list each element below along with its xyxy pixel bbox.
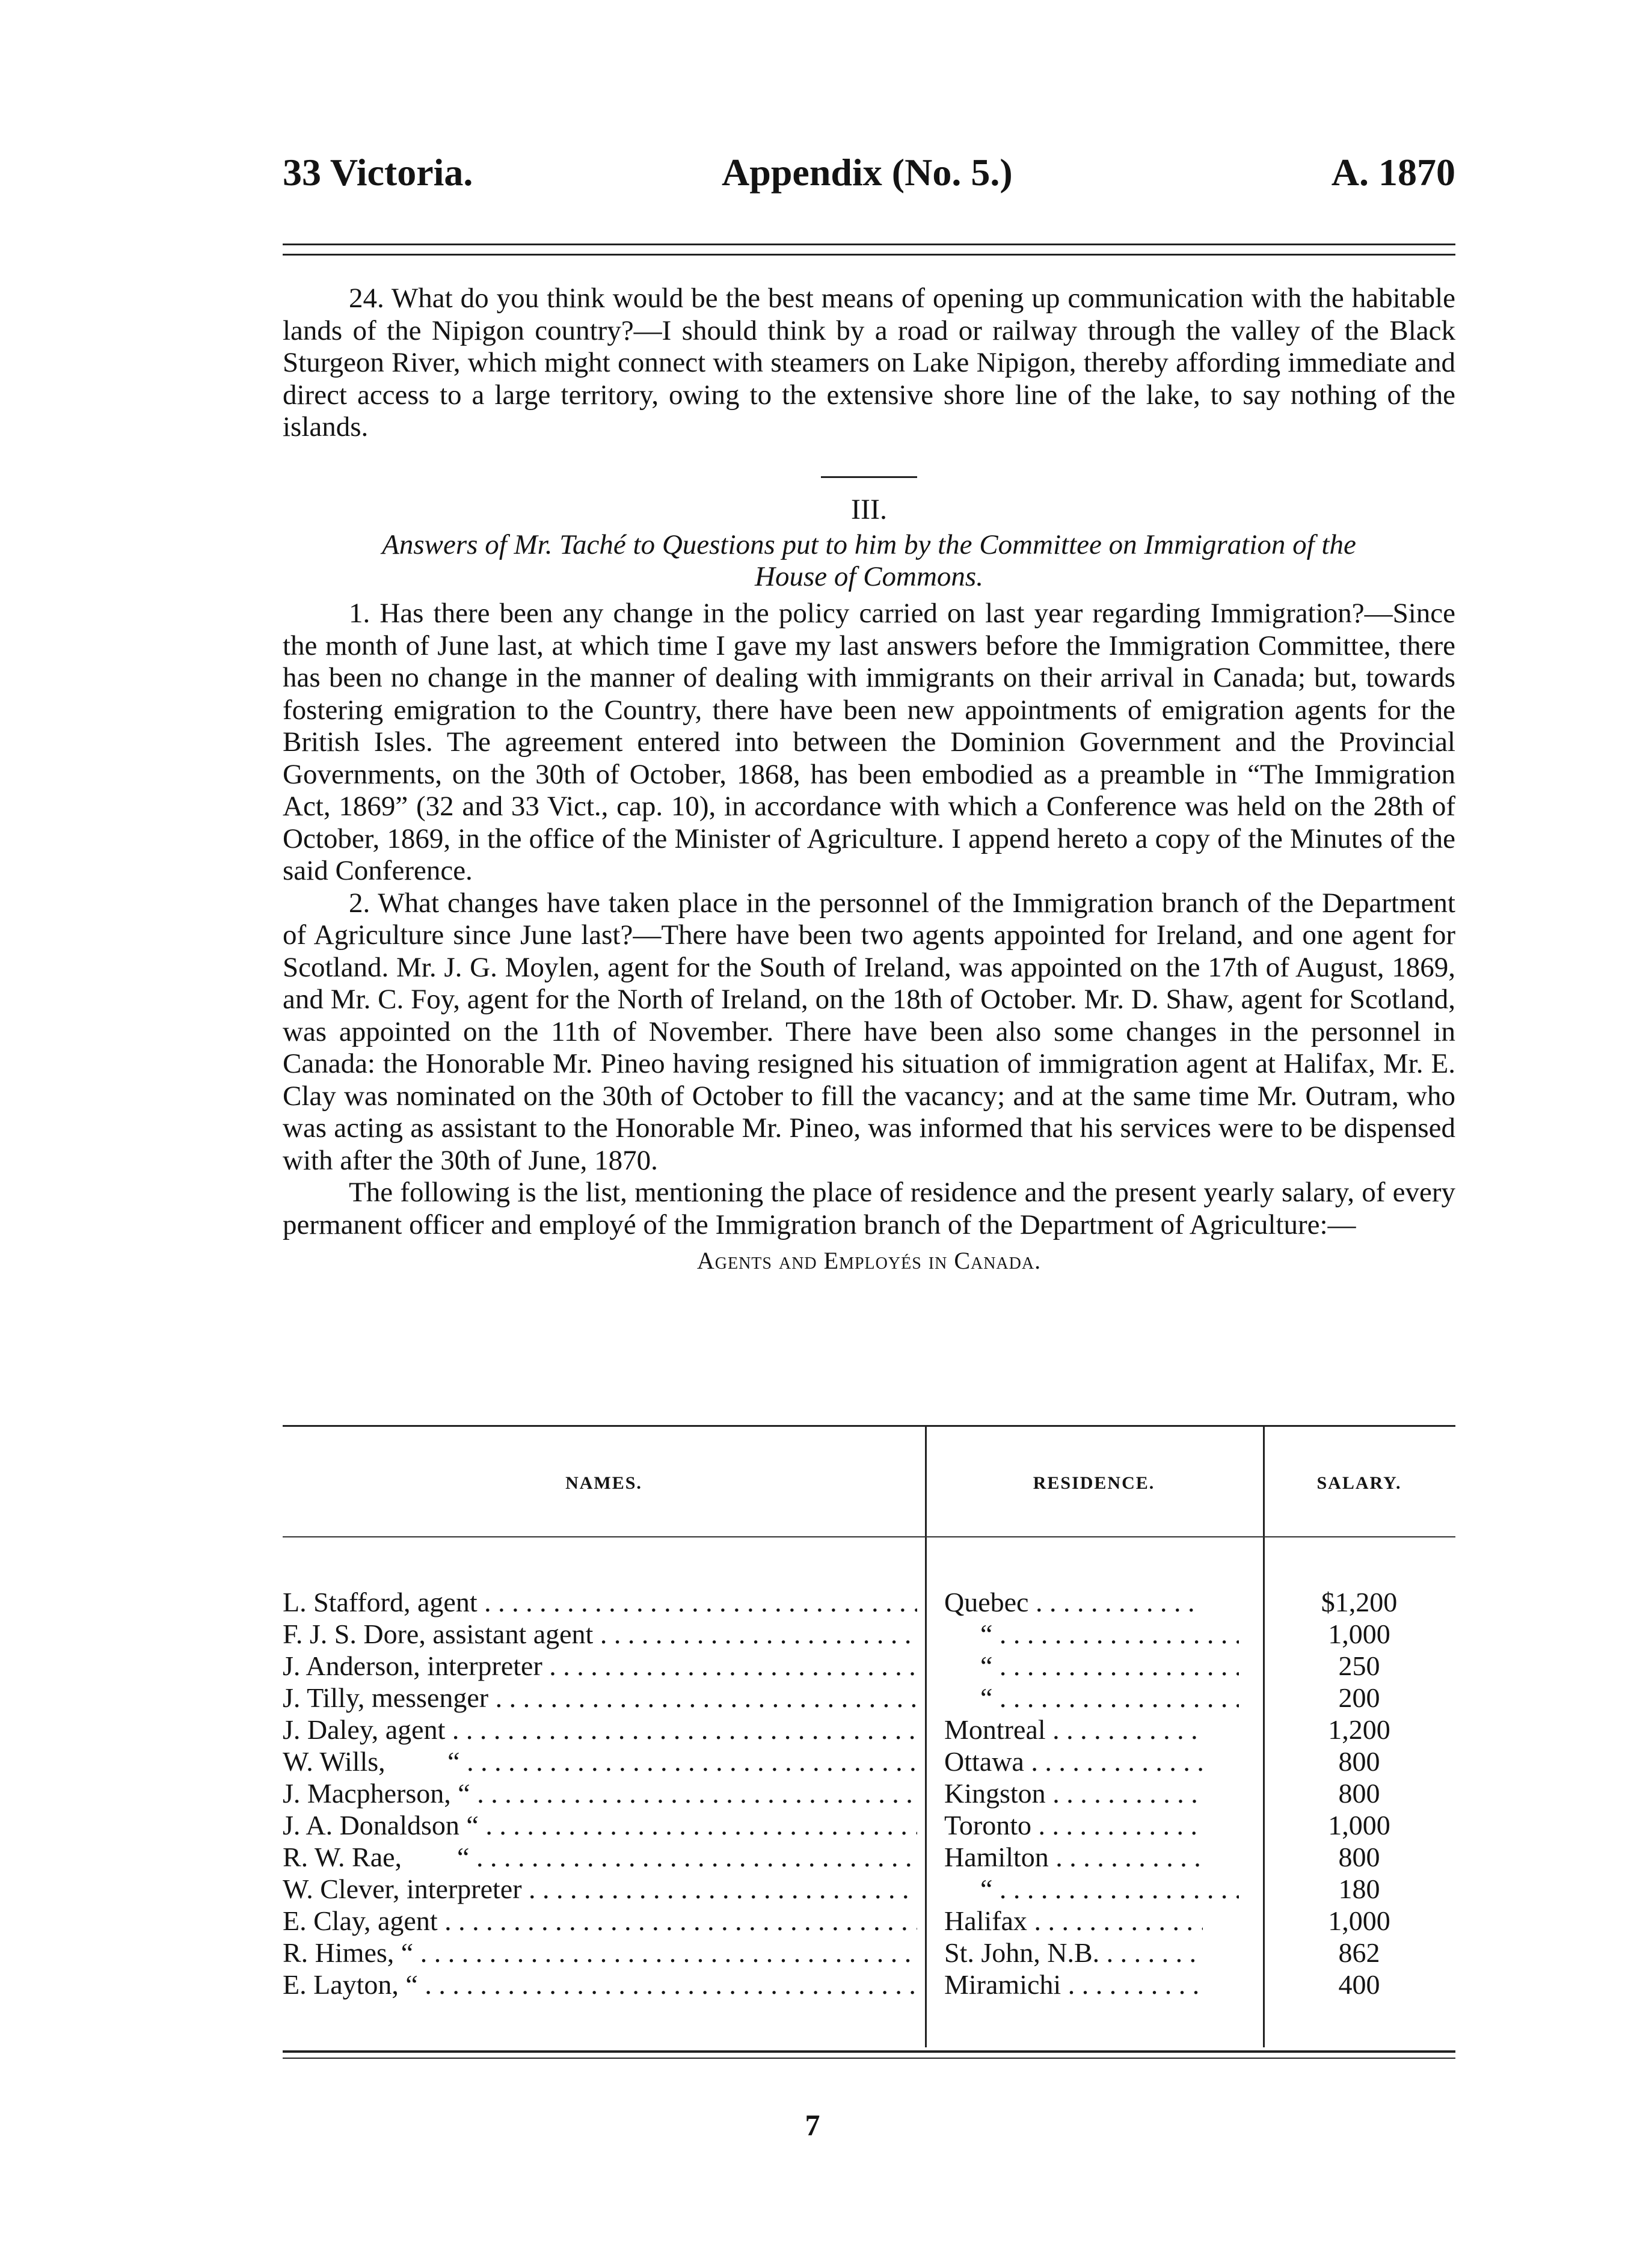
row-name: E. Clay, agent . . .	[283, 1905, 917, 1937]
row-name: L. Stafford, agent . . .	[283, 1586, 917, 1618]
row-salary: 800	[1338, 1842, 1380, 1872]
header-rule	[283, 244, 1455, 256]
row-residence: Kingston . . .	[944, 1777, 1203, 1809]
row-residence: Halifax . . .	[944, 1905, 1203, 1937]
agents-table	[283, 1425, 1455, 2092]
page-number: 7	[805, 2108, 820, 2142]
row-salary: 1,000	[1328, 1810, 1390, 1840]
header-underline-residence-salary	[925, 1536, 1455, 1537]
table-top-rule	[283, 1425, 1455, 1427]
row-salary: 200	[1338, 1682, 1380, 1713]
row-salary: 800	[1338, 1746, 1380, 1777]
table-row	[283, 1618, 1455, 1650]
row-name: W. Clever, interpreter . . .	[283, 1873, 917, 1905]
header-appendix: Appendix (No. 5.)	[722, 151, 1013, 194]
row-salary: 862	[1338, 1937, 1380, 1968]
table-body	[283, 1586, 1455, 2000]
row-salary: 180	[1338, 1874, 1380, 1904]
section-heading-line2: House of Commons.	[755, 561, 983, 592]
row-residence: “ . . .	[944, 1618, 1239, 1650]
row-salary: 250	[1338, 1650, 1380, 1681]
table-row	[283, 1809, 1455, 1841]
row-residence: Quebec . . .	[944, 1586, 1203, 1618]
row-salary: 800	[1338, 1778, 1380, 1809]
row-residence: “ . . .	[944, 1682, 1239, 1714]
table-row	[283, 1650, 1455, 1682]
row-salary: 400	[1338, 1969, 1380, 2000]
table-row	[283, 1586, 1455, 1618]
row-name: W. Wills, “ . . .	[283, 1745, 917, 1777]
row-name: J. A. Donaldson “ . . .	[283, 1809, 917, 1841]
row-residence: Miramichi . . .	[944, 1969, 1203, 2000]
paragraph-24: 24. What do you think would be the best means of opening up communication with the habitable lands of the Nipigon country?—I should think by a road or railway through the valley of the Black Sturgeon River, which might connect with steamers on Lake Nipigon, thereby affording immediate and direct access to a large territory, owing to the extensive shore line of the lake, to say nothing of the islands.	[283, 283, 1455, 443]
table-row	[283, 1682, 1455, 1714]
row-residence: St. John, N.B. . . .	[944, 1937, 1203, 1969]
body-text	[283, 283, 1455, 1277]
paragraph-1: 1. Has there been any change in the policy carried on last year regarding Immigration?—Since the month of June last, at which time I gave my last answers before the Immigration Committee, there has been no change in the manner of dealing with immigrants on their arrival in Canada; but, towards fostering emigration to the Country, there have been new appointments of emigration agents for the British Isles. The agreement entered into between the Dominion Government and the Provincial Governments, on the 30th of October, 1868, has been embodied as a preamble in “The Immigration Act, 1869” (32 and 33 Vict., cap. 10), in accordance with which a Conference was held on the 28th of October, 1869, in the office of the Minister of Agriculture. I append hereto a copy of the Minutes of the said Conference.	[283, 598, 1455, 886]
table-row	[283, 1777, 1455, 1809]
table-row	[283, 1905, 1455, 1937]
row-residence: Hamilton . . .	[944, 1841, 1203, 1873]
column-header-residence: RESIDENCE.	[1033, 1473, 1155, 1493]
table-bottom-rule	[283, 2050, 1455, 2053]
row-salary: 1,000	[1328, 1619, 1390, 1649]
row-salary: 1,200	[1328, 1714, 1390, 1745]
page-header	[283, 150, 1455, 210]
row-residence: “ . . .	[944, 1873, 1239, 1905]
table-title: Agents and Employés in Canada.	[696, 1247, 1042, 1274]
section-numeral: III.	[851, 493, 887, 526]
row-salary: 1,000	[1328, 1905, 1390, 1936]
table-row	[283, 1745, 1455, 1777]
row-name: J. Macpherson, “ . . .	[283, 1777, 917, 1809]
table-bottom-rule-thin	[283, 2058, 1455, 2059]
paragraph-list-intro: The following is the list, mentioning the place of residence and the present yearly salary, of every permanent officer and employé of the Immigration branch of the Department of Agriculture:—	[283, 1177, 1455, 1240]
row-name: J. Anderson, interpreter . . .	[283, 1650, 917, 1682]
row-residence: “ . . .	[944, 1650, 1239, 1682]
table-row	[283, 1969, 1455, 2000]
paragraph-2: 2. What changes have taken place in the personnel of the Immigration branch of the Department of Agriculture since June last?—There have been two agents appointed for Ireland, and one agent for Scotland. Mr. J. G. Moylen, agent for the South of Ireland, was appointed on the 17th of August, 1869, and Mr. C. Foy, agent for the North of Ireland, on the 18th of October. Mr. D. Shaw, agent for Scotland, was appointed on the 11th of November. There have been also some changes in the personnel in Canada: the Honorable Mr. Pineo having resigned his situation of immigration agent at Halifax, Mr. E. Clay was nominated on the 30th of October to fill the vacancy; and at the same time Mr. Outram, who was acting as assistant to the Honorable Mr. Pineo, was informed that his services were to be dispensed with after the 30th of June, 1870.	[283, 887, 1455, 1176]
row-salary: $1,200	[1321, 1587, 1398, 1617]
row-name: J. Tilly, messenger . . .	[283, 1682, 917, 1714]
section-heading-line1: Answers of Mr. Taché to Questions put to him by the Committee on Immigration of the	[382, 529, 1356, 560]
header-underline-names	[283, 1536, 925, 1537]
row-name: J. Daley, agent . . .	[283, 1714, 917, 1745]
table-row	[283, 1714, 1455, 1745]
row-name: R. W. Rae, “ . . .	[283, 1841, 917, 1873]
header-year: A. 1870	[1331, 151, 1455, 194]
table-row	[283, 1873, 1455, 1905]
header-session: 33 Victoria.	[283, 151, 473, 194]
column-header-names: NAMES.	[565, 1473, 642, 1493]
table-row	[283, 1841, 1455, 1873]
section-divider	[821, 476, 917, 478]
row-name: F. J. S. Dore, assistant agent . . .	[283, 1618, 917, 1650]
row-residence: Montreal . . .	[944, 1714, 1203, 1745]
row-residence: Toronto . . .	[944, 1809, 1203, 1841]
row-residence: Ottawa . . .	[944, 1745, 1203, 1777]
column-header-salary: SALARY.	[1316, 1473, 1402, 1493]
table-row	[283, 1937, 1455, 1969]
row-name: E. Layton, “ . . .	[283, 1969, 917, 2000]
row-name: R. Himes, “ . . .	[283, 1937, 917, 1969]
